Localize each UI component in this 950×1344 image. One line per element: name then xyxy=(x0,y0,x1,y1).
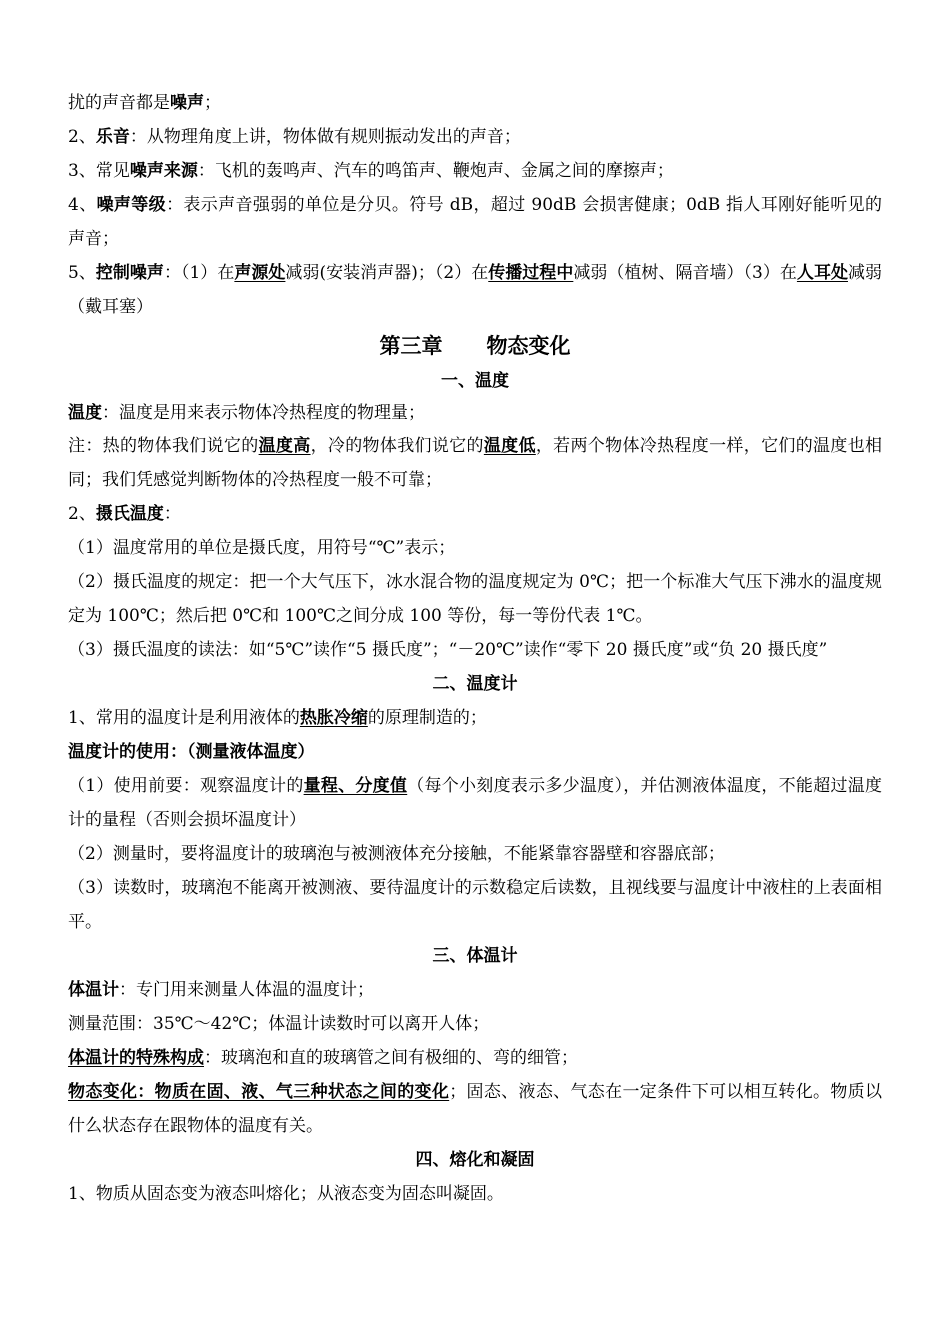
thermometer-usage-title: 温度计的使用：（测量液体温度） xyxy=(68,742,315,762)
item-text: ：飞机的轰鸣声、汽车的鸣笛声、鞭炮声、金属之间的摩擦声； xyxy=(197,161,674,181)
bold-term: 温度 xyxy=(68,403,102,423)
item-text: ；固态、液态、气态在一定条件下可以相互转化。物质以什么状态存在跟物体的温度有关。 xyxy=(68,1082,883,1136)
chapter-number: 第三章 xyxy=(379,334,443,358)
bold-term-noise: 噪声 xyxy=(170,93,204,113)
item-number: 4、 xyxy=(68,195,97,215)
item-text: ： xyxy=(163,504,181,524)
bold-term: 噪声等级 xyxy=(96,195,167,215)
item-text: ：玻璃泡和直的玻璃管之间有极细的、弯的细管； xyxy=(204,1048,578,1068)
item-number: 2、 xyxy=(68,504,96,524)
item-text: 减弱(安装消声器)；（2）在 xyxy=(285,263,489,283)
item-musical-sound xyxy=(68,120,882,154)
item-noise-level xyxy=(68,188,882,256)
bold-term: 噪声来源 xyxy=(129,161,198,181)
temperature-definition xyxy=(68,398,882,429)
celsius-heading xyxy=(68,497,882,531)
chapter-heading xyxy=(68,328,882,364)
item-text: ：专门用来测量人体温的温度计； xyxy=(119,980,374,1000)
item-text: 注：热的物体我们说它的 xyxy=(68,436,259,456)
underlined-term: 声源处 xyxy=(234,263,286,283)
usage-point-2: （2）测量时，要将温度计的玻璃泡与被测液体充分接触，不能紧靠容器壁和容器底部； xyxy=(68,844,725,864)
underlined-term: 体温计的特殊构成 xyxy=(68,1048,204,1068)
section-heading-melting: 四、熔化和凝固 xyxy=(415,1150,535,1170)
item-text: 3、常见 xyxy=(68,161,130,181)
item-text: 1、常用的温度计是利用液体的 xyxy=(68,708,300,728)
melting-definition: 1、物质从固态变为液态叫熔化；从液态变为固态叫凝固。 xyxy=(68,1184,504,1204)
thermometer-principle xyxy=(68,701,882,735)
section-heading-clinical-thermometer: 三、体温计 xyxy=(432,946,518,966)
item-text: （1）使用前要：观察温度计的 xyxy=(68,776,304,796)
item-text: ：温度是用来表示物体冷热程度的物理量； xyxy=(102,403,425,423)
item-text: ：表示声音强弱的单位是分贝。符号 dB，超过 90dB 会损害健康；0dB 指人耳刚好能听见的声音； xyxy=(68,195,883,249)
underlined-term: 传播过程中 xyxy=(488,263,574,283)
temperature-note xyxy=(68,429,882,497)
underlined-term: 温度低 xyxy=(483,436,536,456)
clinical-range: 测量范围：35℃～42℃；体温计读数时可以离开人体； xyxy=(68,1014,490,1034)
item-text: 减弱（戴耳塞） xyxy=(68,263,883,317)
item-text: ：从物理角度上讲，物体做有规则振动发出的声音； xyxy=(129,127,521,147)
usage-point-3: （3）读数时，玻璃泡不能离开被测液、要待温度计的示数稳定后读数，且视线要与温度计中液柱的上表面相平。 xyxy=(68,878,882,932)
celsius-point-1: （1）温度常用的单位是摄氏度，用符号“℃”表示； xyxy=(68,538,456,558)
bold-term: 控制噪声 xyxy=(95,263,164,283)
bold-term: 摄氏温度 xyxy=(95,504,164,524)
section-heading-temperature: 一、温度 xyxy=(441,371,509,391)
clinical-definition xyxy=(68,973,882,1007)
clinical-special xyxy=(68,1041,882,1075)
underlined-term: 热胀冷缩 xyxy=(299,708,368,728)
bold-term: 乐音 xyxy=(95,127,130,147)
item-text: （每个小刻度表示多少温度），并估测液体温度，不能超过温度计的量程（否则会损坏温度计） xyxy=(68,776,882,830)
item-text: ，若两个物体冷热程度一样，它们的温度也相同；我们凭感觉判断物体的冷热程度一般不可靠； xyxy=(68,436,883,490)
underlined-term: 量程、分度值 xyxy=(303,776,408,796)
item-number: 5、 xyxy=(68,263,96,283)
item-noise-sources xyxy=(68,154,882,188)
underlined-term: 温度高 xyxy=(258,436,311,456)
celsius-point-3: （3）摄氏温度的读法：如“5℃”读作“5 摄氏度”；“－20℃”读作“零下 20 摄氏度”或“负 20 摄氏度” xyxy=(68,640,828,660)
item-text: 的原理制造的； xyxy=(367,708,487,728)
underlined-term: 人耳处 xyxy=(796,263,848,283)
bold-term: 体温计 xyxy=(68,980,119,1000)
underlined-term: 物态变化：物质在固、液、气三种状态之间的变化 xyxy=(68,1082,450,1102)
item-number: 2、 xyxy=(68,127,96,147)
section-heading-thermometer: 二、温度计 xyxy=(432,674,518,694)
item-text: ：（1）在 xyxy=(163,263,235,283)
text-span: 扰的声音都是 xyxy=(68,93,170,113)
item-text: 减弱（植树、隔音墙）（3）在 xyxy=(573,263,797,283)
text-span: ； xyxy=(204,93,221,113)
chapter-title: 物态变化 xyxy=(486,334,571,358)
celsius-point-2: （2）摄氏温度的规定：把一个大气压下，冰水混合物的温度规定为 0℃；把一个标准大气压下沸水的温度规定为 100℃；然后把 0℃和 100℃之间分成 100 等份，每一等份代表 1℃。 xyxy=(68,572,882,626)
item-noise-control xyxy=(68,256,882,324)
document-page xyxy=(68,86,882,1211)
state-change-definition xyxy=(68,1075,882,1143)
usage-point-1 xyxy=(68,769,882,837)
item-text: ，冷的物体我们说它的 xyxy=(310,436,484,456)
noise-definition-tail xyxy=(68,86,882,120)
